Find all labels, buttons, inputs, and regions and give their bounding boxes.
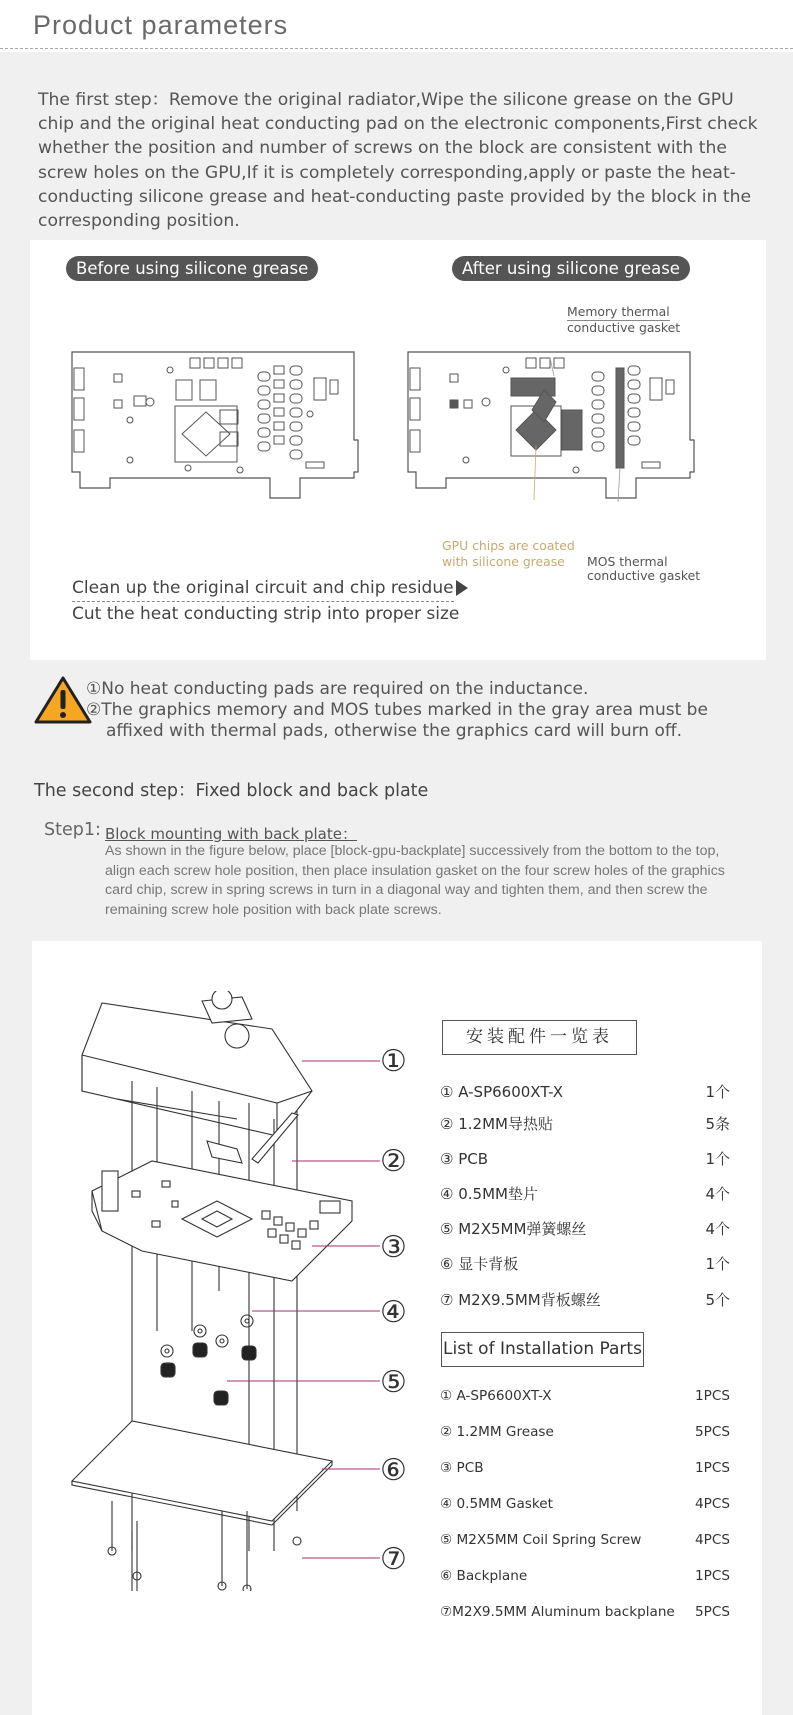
pcb-before-drawing xyxy=(70,350,360,505)
callout-7: ⑦ xyxy=(380,1542,407,1577)
installation-panel xyxy=(32,941,762,1715)
callout-5: ⑤ xyxy=(380,1365,407,1400)
mos-pad-label-2: conductive gasket xyxy=(587,568,701,583)
part-qty: 4PCS xyxy=(695,1496,730,1512)
part-name: ② 1.2MM导热贴 xyxy=(440,1115,553,1133)
parts-row-cn xyxy=(440,1183,730,1205)
parts-list-title-en: List of Installation Parts xyxy=(441,1332,644,1367)
grease-comparison-panel xyxy=(30,240,766,660)
callout-6: ⑥ xyxy=(380,1453,407,1488)
exploded-assembly-drawing xyxy=(62,991,422,1591)
gpu-coated-label-2: with silicone grease xyxy=(442,554,565,569)
parts-row-cn xyxy=(440,1218,730,1240)
warning-icon xyxy=(33,675,93,725)
part-qty: 1个 xyxy=(705,1150,730,1168)
part-qty: 1PCS xyxy=(695,1460,730,1476)
part-qty: 5PCS xyxy=(695,1424,730,1440)
part-name: ① A-SP6600XT-X xyxy=(440,1388,552,1404)
parts-row-cn xyxy=(440,1081,730,1103)
parts-list-title-cn: 安装配件一览表 xyxy=(442,1020,637,1055)
step1-description: As shown in the figure below, place [block-gpu-backplate] successively from the bottom to the top, align each screw hole position, then place insulation gasket on the four screw holes of the graphics card chip, screw in spring screws in turn in a diagonal way and tighten them, and then screw the remaining screw hole position with back plate screws. xyxy=(105,843,725,918)
part-name: ④ 0.5MM垫片 xyxy=(440,1185,538,1203)
before-label: Before using silicone grease xyxy=(66,256,318,281)
clean-line-2: Cut the heat conducting strip into proper size xyxy=(72,604,460,624)
header-divider xyxy=(0,48,793,49)
parts-row-en xyxy=(440,1601,730,1623)
warning-notes xyxy=(86,679,786,742)
clean-line-1: Clean up the original circuit and chip residue xyxy=(72,576,454,602)
part-name: ⑥ Backplane xyxy=(440,1568,528,1584)
part-qty: 4PCS xyxy=(695,1532,730,1548)
part-name: ④ 0.5MM Gasket xyxy=(440,1496,553,1512)
part-name: ⑤ M2X5MM Coil Spring Screw xyxy=(440,1532,642,1548)
part-qty: 1PCS xyxy=(695,1568,730,1584)
page-title: Product parameters xyxy=(33,10,289,40)
part-qty: 1个 xyxy=(705,1255,730,1273)
part-qty: 1个 xyxy=(705,1083,730,1101)
part-name: ⑦ M2X9.5MM背板螺丝 xyxy=(440,1291,601,1309)
parts-row-cn xyxy=(440,1253,730,1275)
memory-pad-label-2: conductive gasket xyxy=(567,320,681,335)
part-name: ① A-SP6600XT-X xyxy=(440,1083,564,1101)
part-qty: 5个 xyxy=(705,1291,730,1309)
part-qty: 4个 xyxy=(705,1185,730,1203)
part-qty: 5PCS xyxy=(695,1604,730,1620)
arrow-right-icon xyxy=(456,580,468,596)
note-1: ①No heat conducting pads are required on the inductance. xyxy=(86,679,589,699)
part-qty: 1PCS xyxy=(695,1388,730,1404)
pcb-after-drawing xyxy=(406,350,696,505)
after-label: After using silicone grease xyxy=(452,256,690,281)
parts-row-en xyxy=(440,1421,730,1443)
step1-label: Step1: xyxy=(44,820,101,840)
parts-row-cn xyxy=(440,1148,730,1170)
page-header xyxy=(0,0,793,52)
callout-4: ④ xyxy=(380,1295,407,1330)
parts-row-en xyxy=(440,1385,730,1407)
part-name: ⑦M2X9.5MM Aluminum backplane xyxy=(440,1604,675,1620)
parts-row-cn xyxy=(440,1289,730,1311)
part-name: ③ PCB xyxy=(440,1150,489,1168)
parts-row-en xyxy=(440,1565,730,1587)
parts-row-en xyxy=(440,1529,730,1551)
note-2: ②The graphics memory and MOS tubes marked in the gray area must be xyxy=(86,700,708,720)
second-step-title: The second step：Fixed block and back plate xyxy=(34,781,429,801)
part-name: ⑥ 显卡背板 xyxy=(440,1255,519,1273)
part-qty: 4个 xyxy=(705,1220,730,1238)
parts-row-en xyxy=(440,1493,730,1515)
part-name: ⑤ M2X5MM弹簧螺丝 xyxy=(440,1220,587,1238)
part-qty: 5条 xyxy=(705,1115,730,1133)
parts-row-en xyxy=(440,1457,730,1479)
step1-title: Block mounting with back plate： xyxy=(105,825,357,843)
callout-3: ③ xyxy=(380,1230,407,1265)
parts-row-cn xyxy=(440,1113,730,1135)
part-name: ② 1.2MM Grease xyxy=(440,1424,554,1440)
gpu-coated-label-1: GPU chips are coated xyxy=(442,538,575,553)
part-name: ③ PCB xyxy=(440,1460,484,1476)
mos-pad-label-1: MOS thermal xyxy=(587,554,668,569)
callout-2: ② xyxy=(380,1144,407,1179)
memory-pad-label-1: Memory thermal xyxy=(567,304,670,319)
callout-1: ① xyxy=(380,1044,407,1079)
intro-paragraph: The first step：Remove the original radiator,Wipe the silicone grease on the GPU chip and the original heat conducting pad on the electronic components,First check whether the position and number of screws on the block are consistent with the screw holes on the GPU,If it is completely corresponding,apply or paste the heat-conducting silicone grease and heat-conducting paste provided by the block in the corresponding position. xyxy=(38,90,758,232)
note-2-continued: affixed with thermal pads, otherwise the graphics card will burn off. xyxy=(106,721,682,741)
clean-instructions xyxy=(72,576,472,626)
